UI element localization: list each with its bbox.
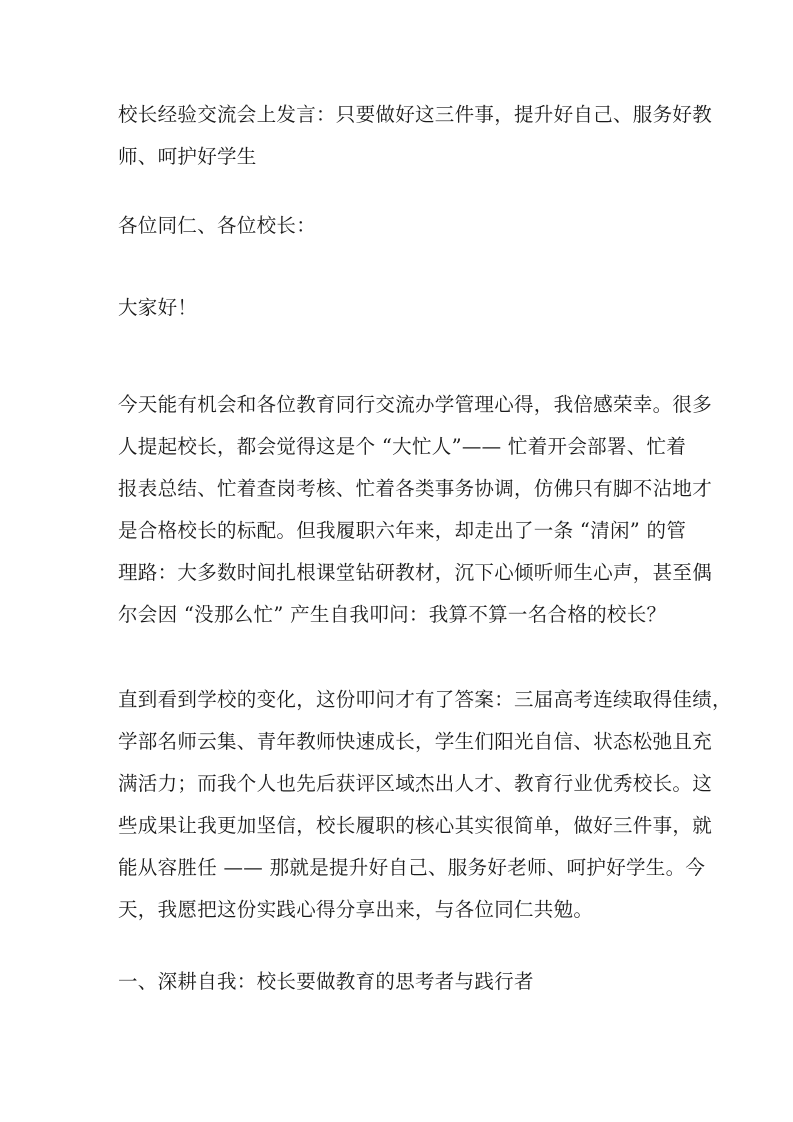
- paragraph-line: 人提起校长，都会觉得这是个 “大忙人”—— 忙着开会部署、忙着: [118, 435, 687, 458]
- paragraph-line: 直到看到学校的变化，这份叩问才有了答案：三届高考连续取得佳绩，: [118, 688, 732, 711]
- paragraph-line: 尔会因 “没那么忙” 产生自我叩问：我算不算一名合格的校长？: [118, 603, 667, 626]
- paragraph-line: 能从容胜任 —— 那就是提升好自己、服务好老师、呵护好学生。今: [118, 856, 706, 879]
- paragraph-2: [118, 679, 732, 931]
- greeting: [118, 287, 684, 329]
- paragraph-line: 理路：大多数时间扎根课堂钻研教材，沉下心倾听师生心声，甚至偶: [118, 561, 713, 584]
- section-heading: [118, 961, 684, 1003]
- paragraph-line: 些成果让我更加坚信，校长履职的核心其实很简单，做好三件事，就: [118, 814, 713, 837]
- salutation-text: 各位同仁、各位校长：: [118, 214, 317, 237]
- section-heading-text: 一、深耕自我：校长要做教育的思考者与践行者: [118, 970, 534, 993]
- salutation: [118, 205, 684, 247]
- document-title: [118, 94, 713, 178]
- paragraph-line: 报表总结、忙着查岗考核、忙着各类事务协调，仿佛只有脚不沾地才: [118, 477, 713, 500]
- paragraph-line: 学部名师云集、青年教师快速成长，学生们阳光自信、状态松弛且充: [118, 730, 713, 753]
- paragraph-line: 满活力；而我个人也先后获评区域杰出人才、教育行业优秀校长。这: [118, 772, 713, 795]
- title-line: 师、呵护好学生: [118, 145, 257, 168]
- paragraph-1: [118, 384, 713, 636]
- greeting-text: 大家好！: [118, 296, 198, 319]
- paragraph-line: 是合格校长的标配。但我履职六年来，却走出了一条 “清闲” 的管: [118, 519, 687, 542]
- paragraph-line: 今天能有机会和各位教育同行交流办学管理心得，我倍感荣幸。很多: [118, 393, 713, 416]
- paragraph-line: 天，我愿把这份实践心得分享出来，与各位同仁共勉。: [118, 898, 594, 921]
- title-line: 校长经验交流会上发言：只要做好这三件事，提升好自己、服务好教: [118, 103, 713, 126]
